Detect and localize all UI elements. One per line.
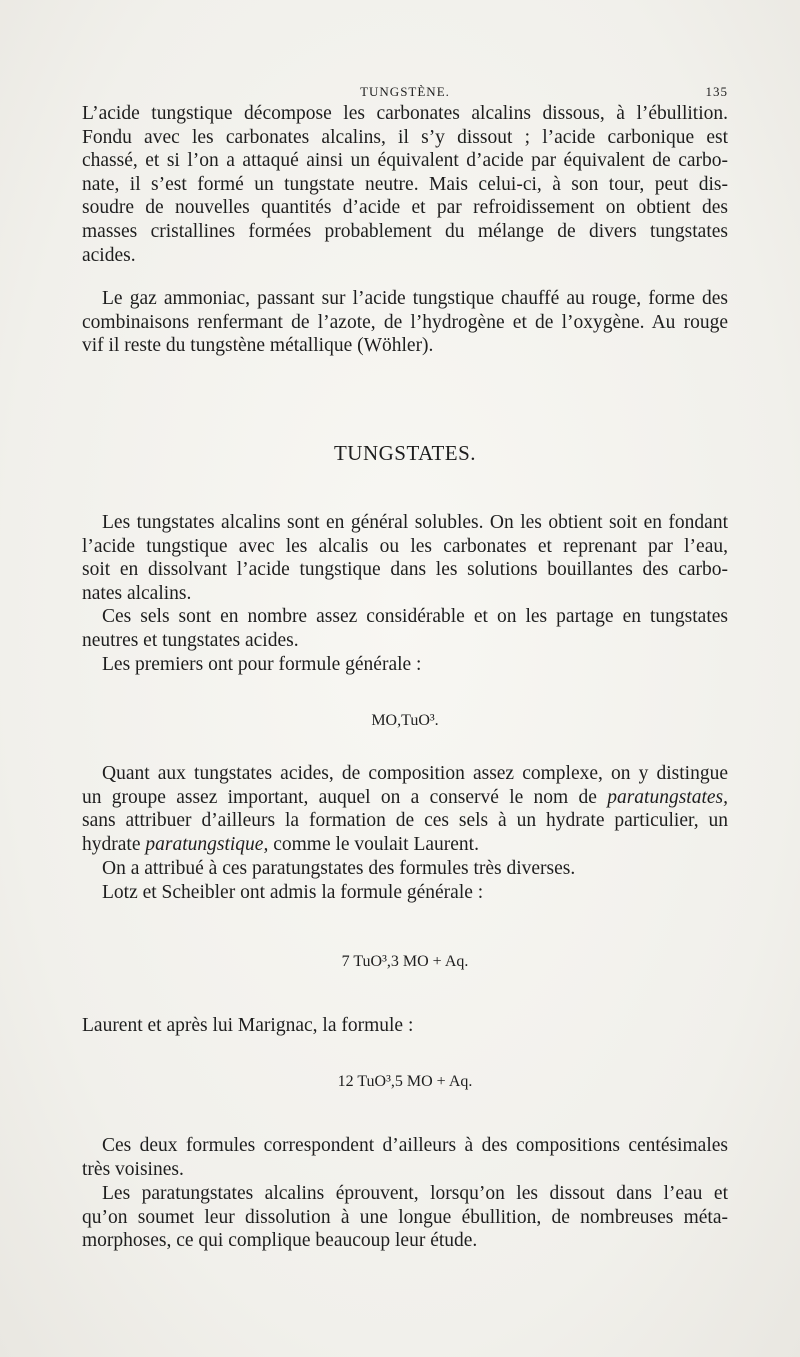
text-line: Fondu avec les carbonates alcalins, il s’y dissout ; l’acide carbonique est [82, 126, 728, 148]
text-line: morphoses, ce qui complique beaucoup leur étude. [82, 1230, 478, 1252]
formula-laurent-marignac: 12 TuO³,5 MO + Aq. [337, 1073, 473, 1090]
paragraph-tungstates-alcalins [82, 511, 728, 605]
formula-lotz-scheibler: 7 TuO³,3 MO + Aq. [341, 953, 469, 970]
text-line: nate, il s’est formé un tungstate neutre. Mais celui-ci, à son tour, peut dis- [82, 173, 728, 195]
text-line: très voisines. [82, 1158, 184, 1180]
text-span: un groupe assez important, auquel on a conservé le nom de [82, 786, 608, 808]
text-line: combinaisons renfermant de l’azote, de l’hydrogène et de l’oxygène. Au rouge [82, 311, 728, 333]
text-line: neutres et tungstates acides. [82, 629, 299, 651]
italic-term: paratungstique, [145, 833, 269, 855]
text-line: acides. [82, 244, 136, 266]
text-line: Les paratungstates alcalins éprouvent, lorsqu’on les dissout dans l’eau et [102, 1183, 728, 1204]
text-line: nates alcalins. [82, 582, 192, 604]
text-line: sans attribuer d’ailleurs la formation de ces sels à un hydrate particulier, un [82, 810, 728, 832]
text-line: qu’on soumet leur dissolution à une longue ébullition, de nombreuses méta- [82, 1206, 728, 1228]
formula-neutral-tungstate: MO,TuO³. [371, 712, 439, 729]
text-line: On a attribué à ces paratungstates des formules très diverses. [102, 858, 576, 879]
text-line: Lotz et Scheibler ont admis la formule générale : [102, 882, 484, 903]
paragraph-ces-sels [82, 605, 728, 652]
text-line: vif il reste du tungstène métallique (Wöhler). [82, 335, 434, 357]
text-line: Quant aux tungstates acides, de composition assez complexe, on y distingue [102, 763, 728, 784]
paragraph-tungstates-acides [82, 762, 728, 856]
page-number: 135 [705, 84, 728, 99]
text-line: soudre de nouvelles quantités d’acide et par refroidissement on obtient des [82, 197, 728, 219]
paragraph-acide-tungstique [82, 102, 728, 267]
paragraph-compositions [82, 1134, 728, 1181]
text-line [82, 786, 728, 810]
text-line: Ces sels sont en nombre assez considérable et on les partage en tungstates [102, 606, 728, 627]
paragraph-gaz-ammoniac [82, 287, 728, 358]
running-title: TUNGSTÈNE. [360, 84, 450, 99]
text-line: Ces deux formules correspondent d’ailleurs à des compositions centésimales [102, 1135, 728, 1156]
text-line: Laurent et après lui Marignac, la formule : [82, 1015, 414, 1036]
paragraph-premiers [82, 653, 728, 677]
text-line: L’acide tungstique décompose les carbonates alcalins dissous, à l’ébullition. [82, 103, 728, 124]
text-span: hydrate [82, 833, 146, 855]
text-line: chassé, et si l’on a attaqué ainsi un équivalent d’acide par équivalent de carbo- [82, 150, 728, 172]
paragraph-laurent-marignac [82, 1014, 728, 1038]
text-line: Le gaz ammoniac, passant sur l’acide tungstique chauffé au rouge, forme des [102, 288, 728, 309]
text-line: soit en dissolvant l’acide tungstique dans les solutions bouillantes des carbo- [82, 559, 728, 581]
text-line [82, 833, 728, 857]
text-line: masses cristallines formées probablement du mélange de divers tungstates [82, 220, 728, 242]
section-heading: TUNGSTATES. [333, 441, 477, 465]
text-line: Les tungstates alcalins sont en général solubles. On les obtient soit en fondant [102, 512, 728, 533]
paragraph-formules-diverses [82, 857, 728, 881]
text-line: Les premiers ont pour formule générale : [102, 654, 422, 675]
paragraph-lotz-scheibler [82, 881, 728, 905]
italic-term: paratungstates, [607, 786, 728, 808]
text-line: l’acide tungstique avec les alcalis ou les carbonates et reprenant par l’eau, [82, 535, 728, 557]
paragraph-paratungstates-alcalins [82, 1182, 728, 1253]
text-span: comme le voulait Laurent. [268, 833, 479, 855]
